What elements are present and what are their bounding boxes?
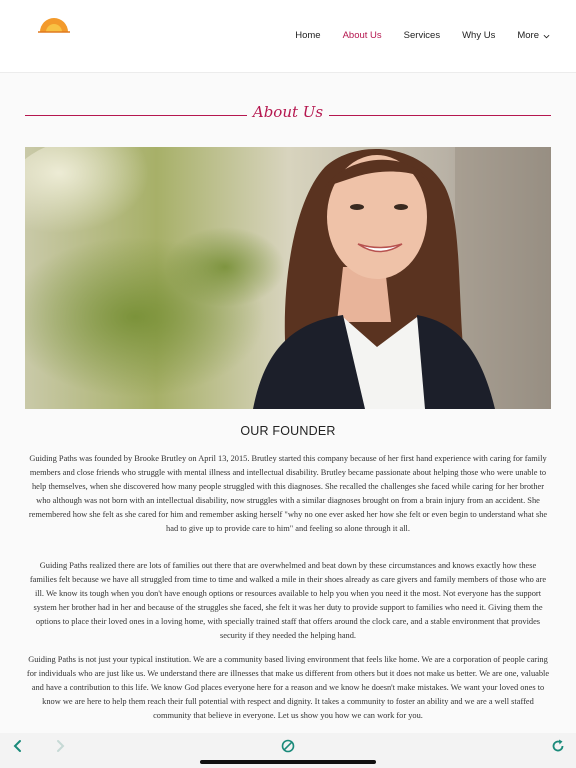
nav-more[interactable]	[517, 30, 550, 42]
nav-about-us[interactable]: About Us	[342, 30, 382, 41]
reload-icon[interactable]	[550, 738, 566, 754]
nav-why-us[interactable]: Why Us	[462, 30, 496, 41]
title-divider-right	[329, 115, 551, 116]
founder-paragraph-3: Guiding Paths is not just your typical institution. We are a community based living environment that feels like home. We are a corporation of people caring for individuals who are just like us. We understand there are illnesses that make us different from others but it does not make us better. We are one, valuable and have a contribution to this life. We know God places everyone here for a reason and we know he doesn't make mistakes. We want your loved ones to know we are here to help them reach their full potential with respect and dignity. It takes a community to foster an ability and we are a well staffed community that believe in everyone. Let us show you how we can work for you.	[26, 655, 550, 720]
nav-more-label: More	[517, 30, 539, 41]
site-header	[0, 0, 576, 73]
chevron-right-icon[interactable]	[52, 738, 68, 754]
section-title: About Us	[252, 103, 324, 121]
title-divider-left	[25, 115, 247, 116]
home-indicator	[200, 760, 376, 764]
founder-photo	[25, 147, 551, 409]
sunrise-logo-icon[interactable]	[38, 12, 70, 34]
blocked-circle-icon[interactable]	[280, 738, 296, 754]
nav-services[interactable]: Services	[403, 30, 441, 41]
founder-paragraph-2: Guiding Paths realized there are lots of families out there that are overwhelmed and beat down by these circumstances and knows exactly how these families felt because we have all struggled from time to time and walked a mile in their shoes already as care givers and family members of those who are ill. We know its tough when you don't have enough options or resources available to help you when you need it the most. Not everyone has the support system her brother had in her and because of the struggles she faced, she felt it was her duty to provide support to families who need it. Giving them the options to place their loved ones in a loving home, with specially trained staff that offers around the clock care, and a stable environment that provides security if they needed the helping hand.	[29, 561, 547, 640]
founder-heading: OUR FOUNDER	[240, 424, 336, 438]
chevron-down-icon	[543, 33, 550, 40]
founder-paragraph-1: Guiding Paths was founded by Brooke Brutley on April 13, 2015. Brutley started this company because of her first hand experience with caring for family members and close friends who struggle with mental illness and intellectual disability. Brutley became passionate about helping those who were unable to help themselves, when she discovered how many people struggled with this diagnoses. She recalled the challenges she faced while caring for her brother who although was not born with an intellectual disability, now struggles with a similar diagnoses brought on from a brain injury from an accident. She remembered how she felt as she cared for him and remember asking herself "why no one ever asked her how she felt or even begin to understand what she had to give up to provide care to him" and feeling so alone through it all.	[28, 454, 548, 533]
chevron-left-icon[interactable]	[10, 738, 26, 754]
section-title-row	[25, 103, 551, 127]
page-content	[0, 73, 576, 733]
nav-home[interactable]: Home	[295, 30, 321, 41]
main-nav	[273, 30, 550, 42]
